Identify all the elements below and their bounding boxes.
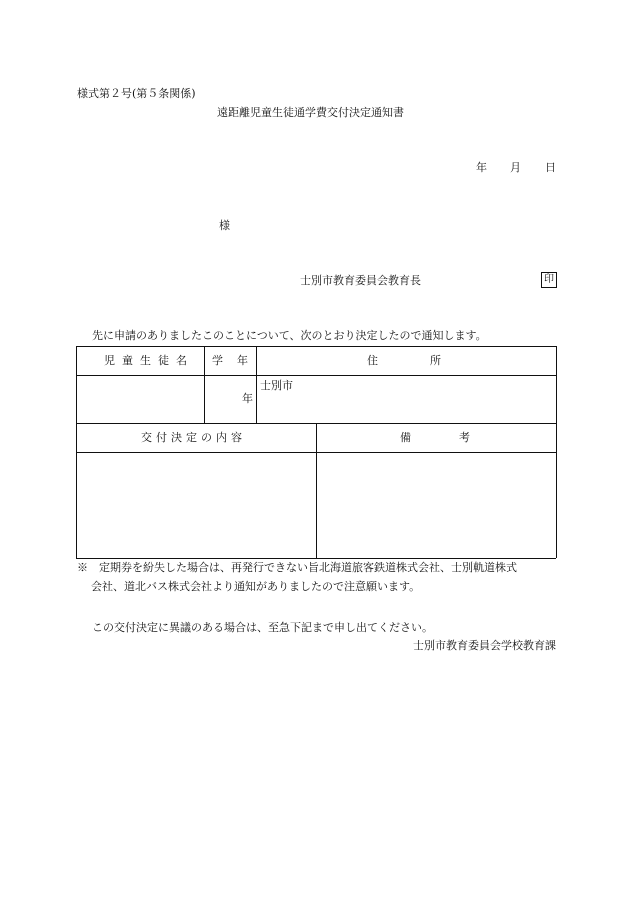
date-month-label: 月 [510,161,521,174]
table-line [76,375,556,376]
form-number: 様式第２号(第５条関係) [77,87,196,100]
table-line [76,346,77,558]
closing-text: この交付決定に異議のある場合は、至急下記まで申し出てください。 [92,621,433,634]
department-name: 士別市教育委員会学校教育課 [413,639,556,652]
document-title: 遠距離児童生徒通学費交付決定通知書 [217,106,404,119]
table-line [204,346,205,423]
header-decision-content: 交付決定の内容 [141,431,246,444]
date-year-label: 年 [476,161,487,174]
header-grade: 学年 [212,354,262,367]
table-line [76,558,556,559]
note-line-2: 会社、道北バス株式会社より通知がありましたので注意願います。 [91,580,421,593]
note-line-1: ※ 定期券を紛失した場合は、再発行できない旨北海道旅客鉄道株式会社、士別軌道株式 [77,561,517,574]
table-line [76,346,556,347]
issuer-name: 士別市教育委員会教育長 [300,274,421,287]
address-prefix: 士別市 [260,379,293,392]
seal-mark: 印 [541,272,557,288]
grade-unit: 年 [242,392,253,405]
date-day-label: 日 [545,161,556,174]
header-student-name: 児童生徒名 [104,354,194,367]
header-remarks: 備考 [400,431,518,444]
intro-text: 先に申請のありましたこのことについて、次のとおり決定したので通知します。 [92,329,487,342]
table-line [316,423,317,558]
recipient-suffix: 様 [219,219,230,232]
table-line [556,346,557,558]
header-address: 住所 [367,354,493,367]
